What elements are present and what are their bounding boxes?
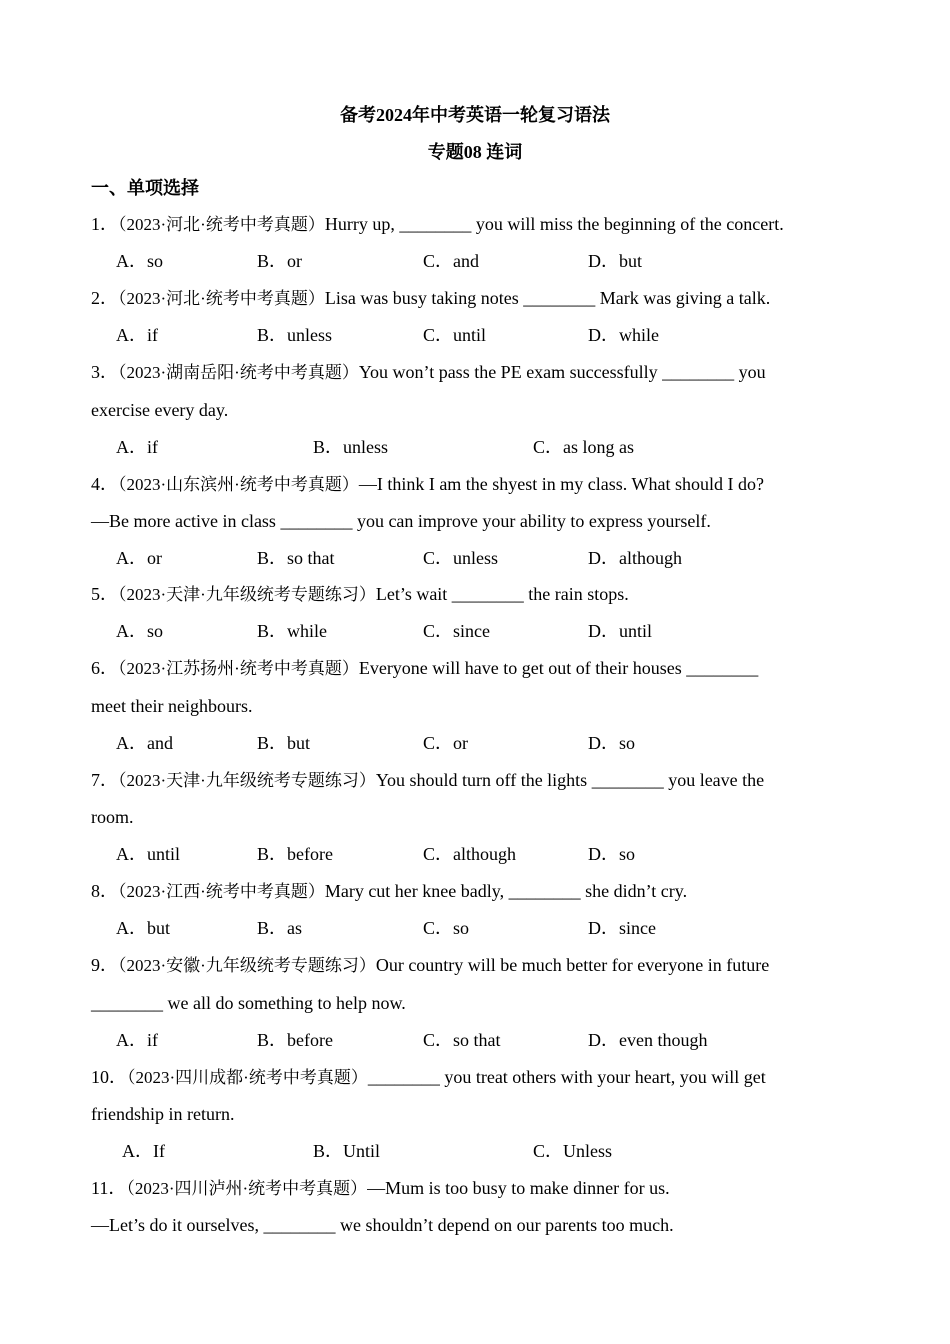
option-c: C．or xyxy=(423,733,468,753)
question-number: 9． xyxy=(91,955,118,975)
option-a: A．If xyxy=(122,1141,165,1161)
option-c: C．so xyxy=(423,918,470,938)
option-b: B．before xyxy=(257,1030,333,1050)
question-source: （2023·江西·统考中考真题） xyxy=(118,882,325,901)
question-7 xyxy=(91,769,764,792)
option-d: D．until xyxy=(588,621,653,641)
question-text-continued: —Be more active in class ________ you can improve your ability to express yourself. xyxy=(91,511,711,531)
page-title: 备考2024年中考英语一轮复习语法 xyxy=(340,105,610,125)
option-a: A．but xyxy=(116,918,170,938)
question-source: （2023·河北·统考中考真题） xyxy=(118,215,325,234)
option-a: A．if xyxy=(116,437,158,457)
option-b: B．unless xyxy=(313,437,389,457)
question-source: （2023·四川泸州·统考中考真题） xyxy=(126,1179,368,1198)
option-b: B．while xyxy=(257,621,327,641)
question-text-continued: —Let’s do it ourselves, ________ we shouldn’t depend on our parents too much. xyxy=(91,1215,674,1235)
question-source: （2023·安徽·九年级统考专题练习） xyxy=(118,956,376,975)
option-b: B．or xyxy=(257,251,302,271)
question-source: （2023·天津·九年级统考专题练习） xyxy=(118,771,376,790)
question-text: ________ you treat others with your heart, you will get xyxy=(367,1067,766,1087)
question-text: You won’t pass the PE exam successfully ________ you xyxy=(358,362,766,382)
question-4 xyxy=(91,473,764,496)
question-number: 3． xyxy=(91,362,118,382)
option-c: C．although xyxy=(423,844,516,864)
question-text-continued: meet their neighbours. xyxy=(91,696,253,716)
question-text: Lisa was busy taking notes ________ Mark was giving a talk. xyxy=(324,288,771,308)
option-b: B．before xyxy=(257,844,333,864)
option-b: B．as xyxy=(257,918,302,938)
question-10 xyxy=(91,1066,766,1089)
question-text: —I think I am the shyest in my class. What should I do? xyxy=(358,474,764,494)
question-text: Everyone will have to get out of their houses ________ xyxy=(358,658,759,678)
option-c: C．so that xyxy=(423,1030,501,1050)
option-a: A．until xyxy=(116,844,181,864)
question-source: （2023·天津·九年级统考专题练习） xyxy=(118,585,376,604)
option-a: A．so xyxy=(116,251,164,271)
question-6 xyxy=(91,657,758,680)
question-number: 7． xyxy=(91,770,118,790)
question-text-continued: room. xyxy=(91,807,134,827)
question-5 xyxy=(91,583,629,606)
question-number: 1． xyxy=(91,214,118,234)
option-a: A．if xyxy=(116,1030,158,1050)
option-c: C．since xyxy=(423,621,490,641)
option-c: C．Unless xyxy=(533,1141,613,1161)
question-number: 6． xyxy=(91,658,118,678)
question-source: （2023·湖南岳阳·统考中考真题） xyxy=(118,363,359,382)
question-source: （2023·四川成都·统考中考真题） xyxy=(127,1068,368,1087)
section-heading: 一、单项选择 xyxy=(91,178,199,198)
question-number: 10． xyxy=(91,1067,127,1087)
question-text: Our country will be much better for everyone in future xyxy=(375,955,770,975)
option-d: D．so xyxy=(588,733,636,753)
question-text-continued: ________ we all do something to help now. xyxy=(91,993,406,1013)
option-b: B．unless xyxy=(257,325,333,345)
question-text: —Mum is too busy to make dinner for us. xyxy=(367,1178,670,1198)
option-c: C．and xyxy=(423,251,479,271)
option-d: D．although xyxy=(588,548,682,568)
option-c: C．until xyxy=(423,325,487,345)
question-2 xyxy=(91,287,770,310)
option-d: D．but xyxy=(588,251,642,271)
option-d: D．even though xyxy=(588,1030,708,1050)
option-a: A．if xyxy=(116,325,158,345)
question-source: （2023·山东滨州·统考中考真题） xyxy=(118,475,359,494)
option-d: D．since xyxy=(588,918,656,938)
question-source: （2023·河北·统考中考真题） xyxy=(118,289,325,308)
option-b: B．so that xyxy=(257,548,335,568)
option-a: A．and xyxy=(116,733,173,753)
option-a: A．so xyxy=(116,621,164,641)
question-text: Mary cut her knee badly, ________ she didn’t cry. xyxy=(324,881,688,901)
option-d: D．so xyxy=(588,844,636,864)
question-number: 5． xyxy=(91,584,118,604)
question-text-continued: friendship in return. xyxy=(91,1104,235,1124)
question-number: 4． xyxy=(91,474,118,494)
option-c: C．as long as xyxy=(533,437,634,457)
question-3 xyxy=(91,361,766,384)
page-subtitle: 专题08 连词 xyxy=(427,142,523,162)
question-8 xyxy=(91,880,687,903)
option-b: B．but xyxy=(257,733,311,753)
option-d: D．while xyxy=(588,325,659,345)
option-c: C．unless xyxy=(423,548,499,568)
option-a: A．or xyxy=(116,548,162,568)
question-number: 2． xyxy=(91,288,118,308)
option-b: B．Until xyxy=(313,1141,381,1161)
question-1 xyxy=(91,213,784,236)
question-9 xyxy=(91,954,769,977)
question-number: 8． xyxy=(91,881,118,901)
question-11 xyxy=(91,1177,670,1200)
question-text: Hurry up, ________ you will miss the beginning of the concert. xyxy=(324,214,784,234)
question-text: Let’s wait ________ the rain stops. xyxy=(375,584,629,604)
question-text-continued: exercise every day. xyxy=(91,400,229,420)
question-number: 11． xyxy=(91,1178,127,1198)
question-source: （2023·江苏扬州·统考中考真题） xyxy=(118,659,359,678)
question-text: You should turn off the lights ________ you leave the xyxy=(375,770,765,790)
